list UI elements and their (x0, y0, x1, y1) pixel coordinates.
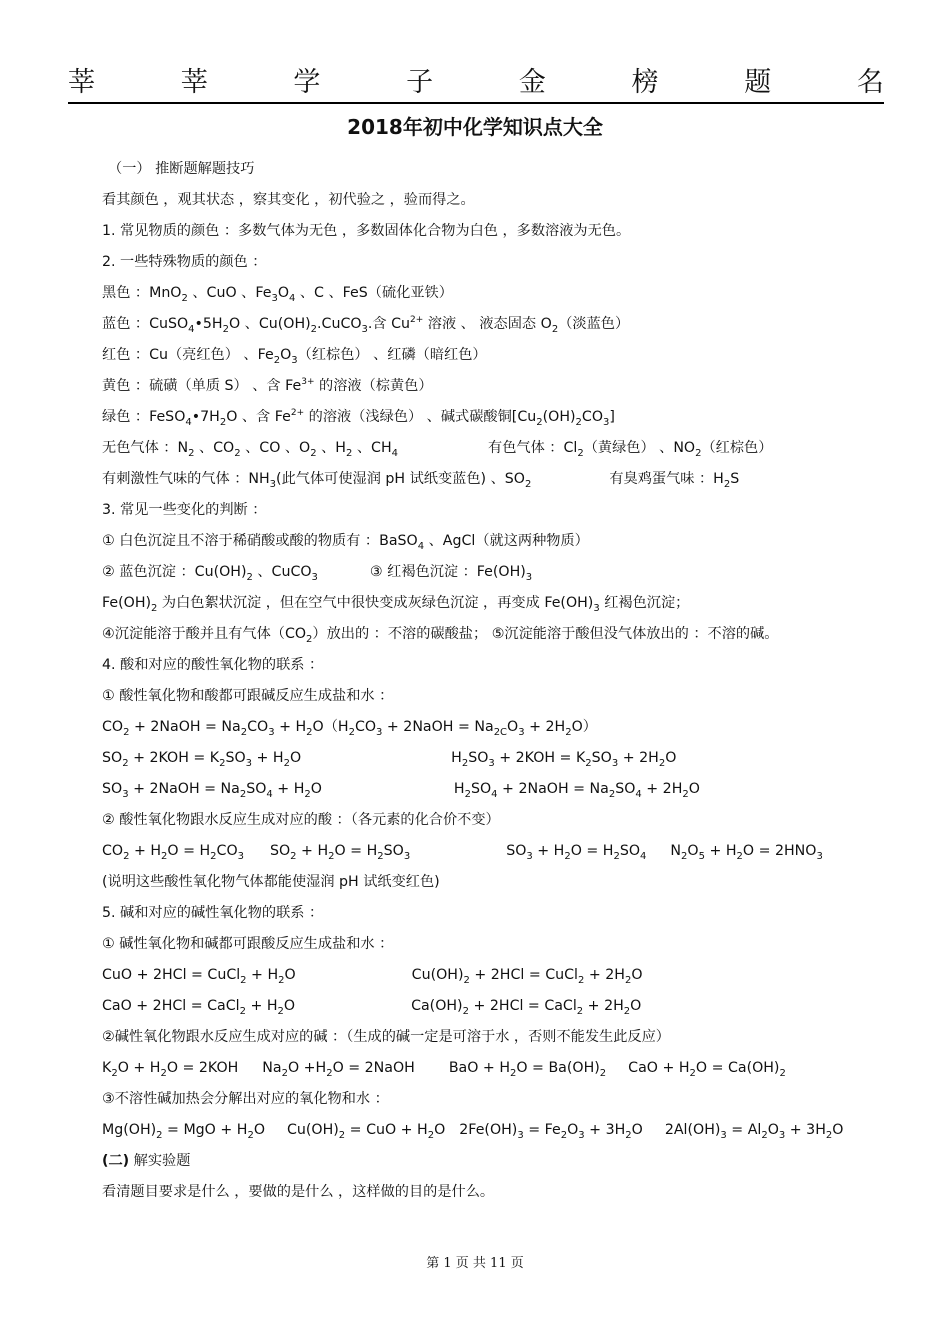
text-line: $Fe(OH)_2$ 为白色絮状沉淀 ，但在空气中很快变成灰绿色沉淀 ，再变成 $Fe(OH)_3$ 红褐色沉淀； (102, 595, 690, 614)
header-char: 金 (518, 67, 546, 98)
text-line: ④沉淀能溶于酸并且有气体$(CO_2)$放出的 ：不溶的碳酸盐； ⑤沉淀能溶于酸但没气体放出的 ：不溶的碱。 (102, 626, 779, 645)
text-line: $Mg(OH)_2$ = MgO + $H_2O$ $Cu(OH)_2$ = CuO + $H_2O$ $2Fe(OH)_3 = Fe_2O_3 + 3H_2O$ $2Al(OH)_3 = Al_2O_3 + 3H_2O$ (102, 1122, 844, 1141)
text-line: 无色气体 ：$N_2$ 、$CO_2$ 、CO 、$O_2$ 、$H_2$ 、$CH_4$ 有色气体 ：$Cl_2$（黄绿色） 、$NO_2$（红棕色） (102, 440, 773, 459)
text-line: ① 碱性氧化物和碱都可跟酸反应生成盐和水 ： (102, 936, 394, 952)
header-char: 榜 (631, 67, 659, 98)
text-line: CuO + 2HCl = CuCl$_2$ + $H_2O$ $Cu(OH)_2 + 2HCl$ = CuCl$_2$ + $2H_2O$ (102, 967, 643, 986)
text-line: CaO + 2HCl = CaCl$_2$ + $H_2O$ $Ca(OH)_2 + 2HCl$ = CaCl$_2$ + $2H_2O$ (102, 998, 642, 1017)
header-char: 学 (293, 67, 321, 98)
text-line: 2. 一些特殊物质的颜色 ： (102, 254, 267, 270)
text-line: $CO_2 + H_2O = H_2CO_3$ $SO_2 + H_2O = H_2SO_3$ $SO_3 + H_2O = H_2SO_4$ $N_2O_5 + H_2O = 2HNO_3$ (102, 843, 823, 862)
text-line: ③不溶性碱加热会分解出对应的氧化物和水 ： (102, 1091, 389, 1107)
text-line: 1. 常见物质的颜色 ：多数气体为无色 ，多数固体化合物为白色 ，多数溶液为无色。 (102, 223, 631, 239)
text-line: 5. 碱和对应的碱性氧化物的联系 ： (102, 905, 324, 921)
text-line: 3. 常见一些变化的判断 ： (102, 502, 267, 518)
text-line: $CO_2$ + 2NaOH = $Na_2CO_3 + H_2O(H_2CO_3$ + 2NaOH = $Na_{2C}O_3 + 2H_2O$） (102, 719, 597, 738)
text-line: ② 酸性氧化物跟水反应生成对应的酸 ：（各元素的化合价不变） (102, 812, 500, 828)
text-line: 4. 酸和对应的酸性氧化物的联系 ： (102, 657, 324, 673)
header-char: 名 (856, 67, 884, 98)
text-line: 看其颜色 ，观其状态 ，察其变化 ，初代验之 ，验而得之。 (102, 192, 475, 208)
text-line: 黄色 ：硫磺（单质 S） 、含 $Fe^{3+}$ 的溶液（棕黄色） (102, 377, 433, 394)
header-char: 题 (744, 67, 772, 98)
header-char: 莘 (180, 67, 208, 98)
text-line: 看清题目要求是什么 ，要做的是什么 ，这样做的目的是什么。 (102, 1184, 495, 1200)
text-line: (二) 解实验题 (102, 1153, 191, 1169)
text-line: （一） 推断题解题技巧 (108, 161, 255, 177)
text-line: 绿色 ：$FeSO_4•7H_2O$ 、含 $Fe^{2+}$ 的溶液（浅绿色） 、碱式碳酸铜$[Cu_2(OH)_2CO_3]$ (102, 408, 615, 428)
text-line: $SO_2 + 2KOH = K_2SO_3 + H_2O$ $H_2SO_3 + 2KOH = K_2SO_3 + 2H_2O$ (102, 750, 677, 769)
header-char: 莘 (68, 67, 95, 98)
text-line: $K_2O + H_2O = 2KOH$ $Na_2O +H_2O$ = 2NaOH BaO + $H_2O = Ba(OH)_2$ CaO + $H_2O = Ca(OH)_2$ (102, 1060, 786, 1079)
header-char: 子 (406, 67, 434, 98)
text-line: $SO_3$ + 2NaOH = $Na_2SO_4 + H_2O$ $H_2SO_4$ + 2NaOH = $Na_2SO_4 + 2H_2O$ (102, 781, 700, 800)
text-line: ① 白色沉淀且不溶于稀硝酸或酸的物质有 ：BaSO$_4$ 、AgCl（就这两种物质） (102, 533, 589, 552)
text-line: ① 酸性氧化物和酸都可跟碱反应生成盐和水 ： (102, 688, 394, 704)
document-title: 2018年初中化学知识点大全 (347, 115, 603, 139)
text-line: 有刺激性气味的气体 ：$NH_3$(此气体可使湿润 pH 试纸变蓝色) 、$SO_2$ 有臭鸡蛋气味 ：$H_2S$ (102, 471, 740, 490)
page-header (68, 60, 884, 104)
text-line: 红色 ：Cu（亮红色） 、$Fe_2O_3$（红棕色） 、红磷（暗红色） (102, 347, 487, 366)
document-body (68, 154, 884, 1208)
text-line: ② 蓝色沉淀 ：$Cu(OH)_2$ 、CuCO$_3$ ③ 红褐色沉淀 ：$Fe(OH)_3$ (102, 564, 533, 583)
text-line: ②碱性氧化物跟水反应生成对应的碱 ：（生成的碱一定是可溶于水 ，否则不能发生此反应） (102, 1029, 670, 1045)
text-line: 黑色 ：MnO$_2$ 、CuO 、$Fe_3O_4$ 、C 、FeS（硫化亚铁） (102, 285, 453, 304)
text-line: (说明这些酸性氧化物气体都能使湿润 pH 试纸变红色) (102, 874, 440, 890)
text-line: 蓝色 ：$CuSO_4•5H_2O$ 、$Cu(OH)_2.CuCO_3$.含 $Cu^{2+}$ 溶液 、 液态固态 $O_2$（淡蓝色） (102, 315, 630, 335)
page-footer: 第 1 页 共 11 页 (426, 1256, 524, 1271)
